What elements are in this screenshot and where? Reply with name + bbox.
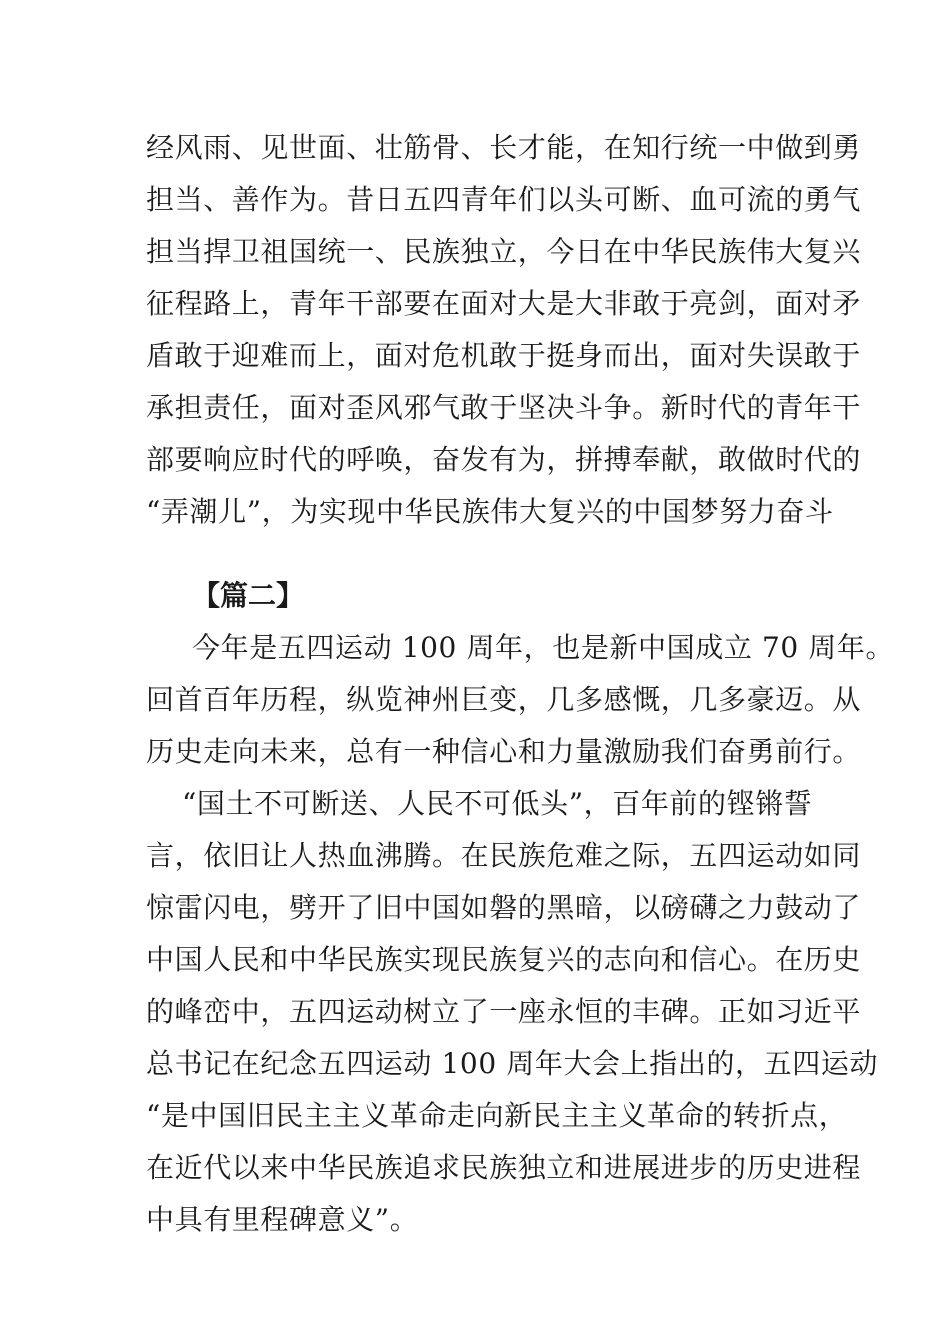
text-line: 历史走向未来，总有一种信心和力量激励我们奋勇前行。 <box>146 735 862 768</box>
section-heading: 【篇二】 <box>192 579 305 612</box>
text-line: “是中国旧民主主义革命走向新民主主义革命的转折点， <box>146 1099 848 1132</box>
text-line: 中国人民和中华民族实现民族复兴的志向和信心。在历史 <box>146 943 862 976</box>
text-line: 惊雷闪电，劈开了旧中国如磐的黑暗，以磅礴之力鼓动了 <box>146 891 862 924</box>
text-line: 的峰峦中，五四运动树立了一座永恒的丰碑。正如习近平 <box>146 995 862 1028</box>
text-line: 在近代以来中华民族追求民族独立和进展进步的历史进程 <box>146 1151 862 1184</box>
text-line: 经风雨、见世面、壮筋骨、长才能，在知行统一中做到勇 <box>146 131 862 164</box>
text-line: 回首百年历程，纵览神州巨变，几多感慨，几多豪迈。从 <box>146 683 862 716</box>
text-line: 中具有里程碑意义”。 <box>146 1203 419 1236</box>
text-line: 总书记在纪念五四运动 100 周年大会上指出的，五四运动 <box>146 1047 879 1080</box>
text-line: 征程路上，青年干部要在面对大是大非敢于亮剑，面对矛 <box>146 287 862 320</box>
text-line: 担当、善作为。昔日五四青年们以头可断、血可流的勇气 <box>146 183 862 216</box>
text-line: 言，依旧让人热血沸腾。在民族危难之际，五四运动如同 <box>146 839 862 872</box>
text-line: “弄潮儿”，为实现中华民族伟大复兴的中国梦努力奋斗 <box>146 495 834 528</box>
text-line: 部要响应时代的呼唤，奋发有为，拼搏奉献，敢做时代的 <box>146 443 862 476</box>
text-line: 担当捍卫祖国统一、民族独立，今日在中华民族伟大复兴 <box>146 235 862 268</box>
text-line: 盾敢于迎难而上，面对危机敢于挺身而出，面对失误敢于 <box>146 339 862 372</box>
text-line: “国土不可断送、人民不可低头”，百年前的铿锵誓 <box>182 787 813 820</box>
text-line: 承担责任，面对歪风邪气敢于坚决斗争。新时代的青年干 <box>146 391 862 424</box>
text-line: 今年是五四运动 100 周年，也是新中国成立 70 周年。 <box>192 631 895 664</box>
